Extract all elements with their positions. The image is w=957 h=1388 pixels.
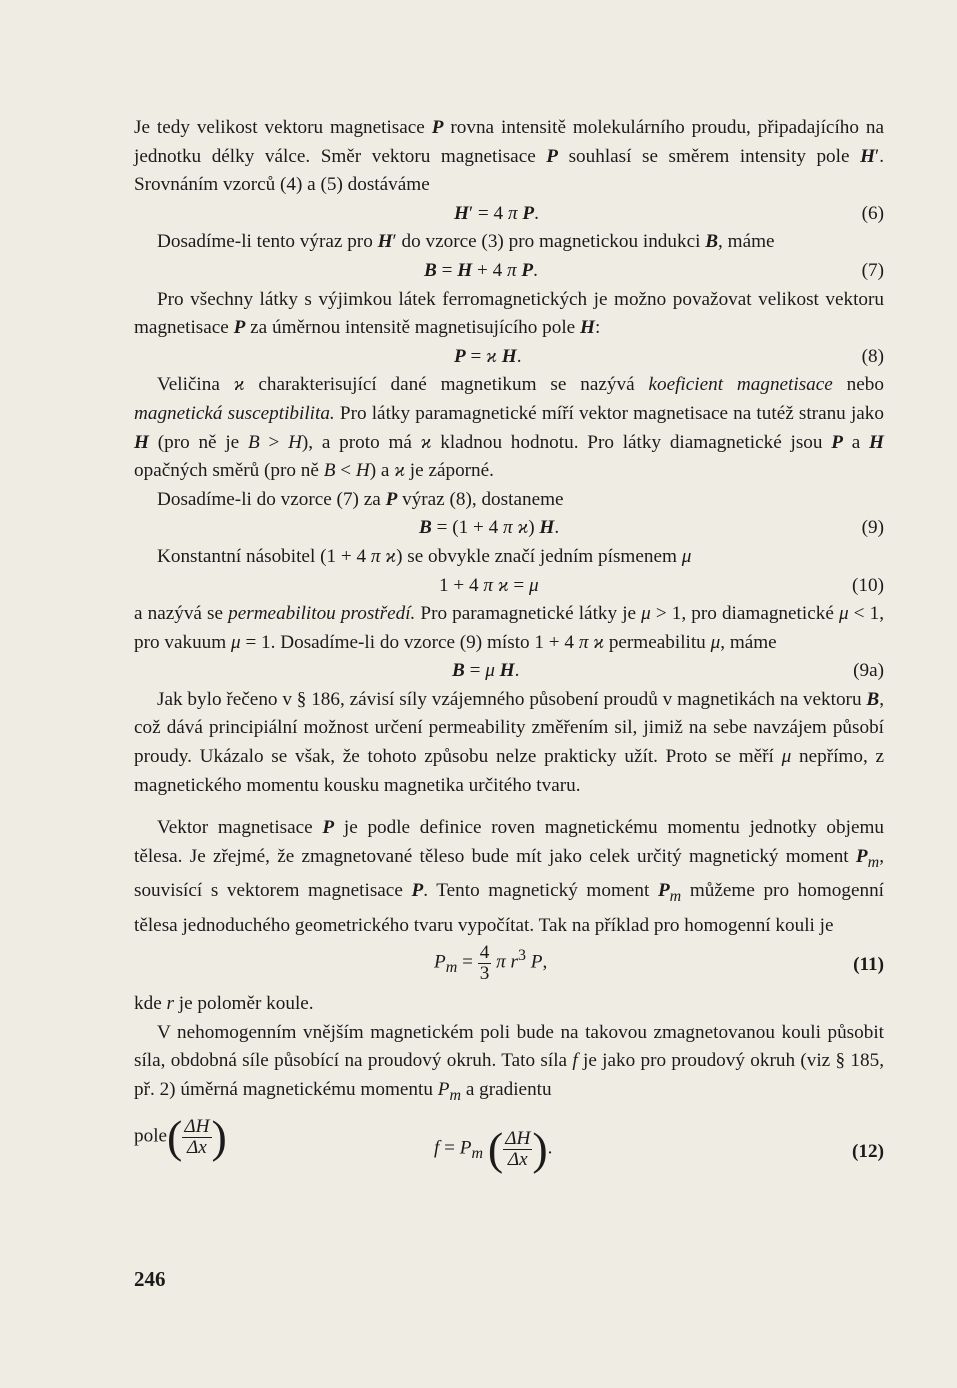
paragraph-11: V nehomogenním vnějším magnetickém poli bude na takovou zmagnetovanou kouli působit síla, obdobná síle působící na proudový okruh. Tato síla f je jako pro proudový okruh (viz § 185, př. 2) úměrná magnetickému momentu $P_m$ a gradientu [134,1021,884,1104]
paragraph-9: Vektor magnetisace P je podle definice roven magnetickému momentu jednotky objemu tělesa. Je zřejmé, že zmagnetované těleso bude mít jako celek určitý magnetický moment $P_m$, souvisící s vektorem magnetisace P. Tento magnetický moment $P_m$ můžeme pro homogenní tělesa jednoduchého geometrického tvaru vypočítat. Tak na příklad pro homogenní kouli je [134,817,884,936]
paragraph-5: Dosadíme-li do vzorce (7) za P výraz (8), dostaneme [157,488,564,510]
paragraph-6: Konstantní násobitel (1 + 4 π ϰ) se obvykle značí jedním písmenem μ [157,545,692,567]
paragraph-1: Je tedy velikost vektoru magnetisace P rovna intensitě molekulárního proudu, připadajícího na jednotku délky válce. Směr vektoru magnetisace P souhlasí se směrem intensity pole H′. Srovnáním vzorců (4) a (5) dostáváme [134,117,884,196]
paragraph-3: Pro všechny látky s výjimkou látek ferromagnetických je možno považovat velikost vektoru magnetisace P za úměrnou intensitě magnetisujícího pole H: [134,288,884,339]
pole-word: pole [134,1125,168,1147]
equation-12: $f = P_m$ ( $\frac{\Delta H}{\Delta x}$ ). (12) [434,1123,884,1175]
equation-number: (9) [861,517,884,539]
equation-8: P = ϰ H. (8) [134,343,884,372]
equation-number: (9a) [853,660,884,682]
paragraph-8: Jak bylo řečeno v § 186, závisí síly vzájemného působení proudů v magnetikách na vektoru B, což dává principiální možnost určení permeability změřením sil, jimiž na sebe navzájem působí proudy. Ukázalo se však, že tohoto způsobu nelze prakticky užít. Proto se měří μ nepřímo, z magnetického momentu kousku magnetika určitého tvaru. [134,688,884,796]
equation-number: (7) [861,259,884,281]
equation-6: H′ = 4 π P. (6) [134,200,884,229]
equation-11: $P_m$ = $\frac{4}{3}$ π $r^3$ P, (11) [434,941,884,984]
equation-7: B = H + 4 π P. (7) [134,257,884,286]
equation-number: (8) [861,345,884,367]
page-number: 246 [134,1267,166,1291]
equation-10: 1 + 4 π ϰ = μ (10) [134,572,884,601]
equation-9: B = (1 + 4 π ϰ) H. (9) [134,514,884,543]
equation-number: (10) [852,574,884,596]
fraction-4-3: $\frac{4}{3}$ [479,941,490,984]
paragraph-10: kde r je poloměr koule. [134,993,314,1015]
page-text [134,114,884,1175]
equation-number: (6) [861,202,884,224]
paragraph-7: a nazývá se permeabilitou prostředí. Pro paramagnetické látky je μ > 1, pro diamagnetické μ < 1, pro vakuum μ = 1. Dosadíme-li do vzorce (9) místo 1 + 4 π ϰ permeabilitu μ, máme [134,603,884,653]
paragraph-2: Dosadíme-li tento výraz pro H′ do vzorce (3) pro magnetickou indukci B, máme [157,231,775,253]
equation-number: (12) [852,1141,884,1163]
equation-9a: B = μ H. (9a) [134,657,884,686]
paragraph-4: Veličina ϰ charakterisující dané magnetikum se nazývá koeficient magnetisace nebo magnetická susceptibilita. Pro látky paramagnetické míří vektor magnetisace na tutéž stranu jako H (pro ně je B > H), a proto má ϰ kladnou hodnotu. Pro látky diamagnetické jsou P a H opačných směrů (pro ně B < H) a ϰ je záporné. [134,374,884,482]
equation-number: (11) [853,954,884,976]
pole-gradient: pole( $\frac{\Delta H}{\Delta x}$ ) [134,1111,227,1163]
